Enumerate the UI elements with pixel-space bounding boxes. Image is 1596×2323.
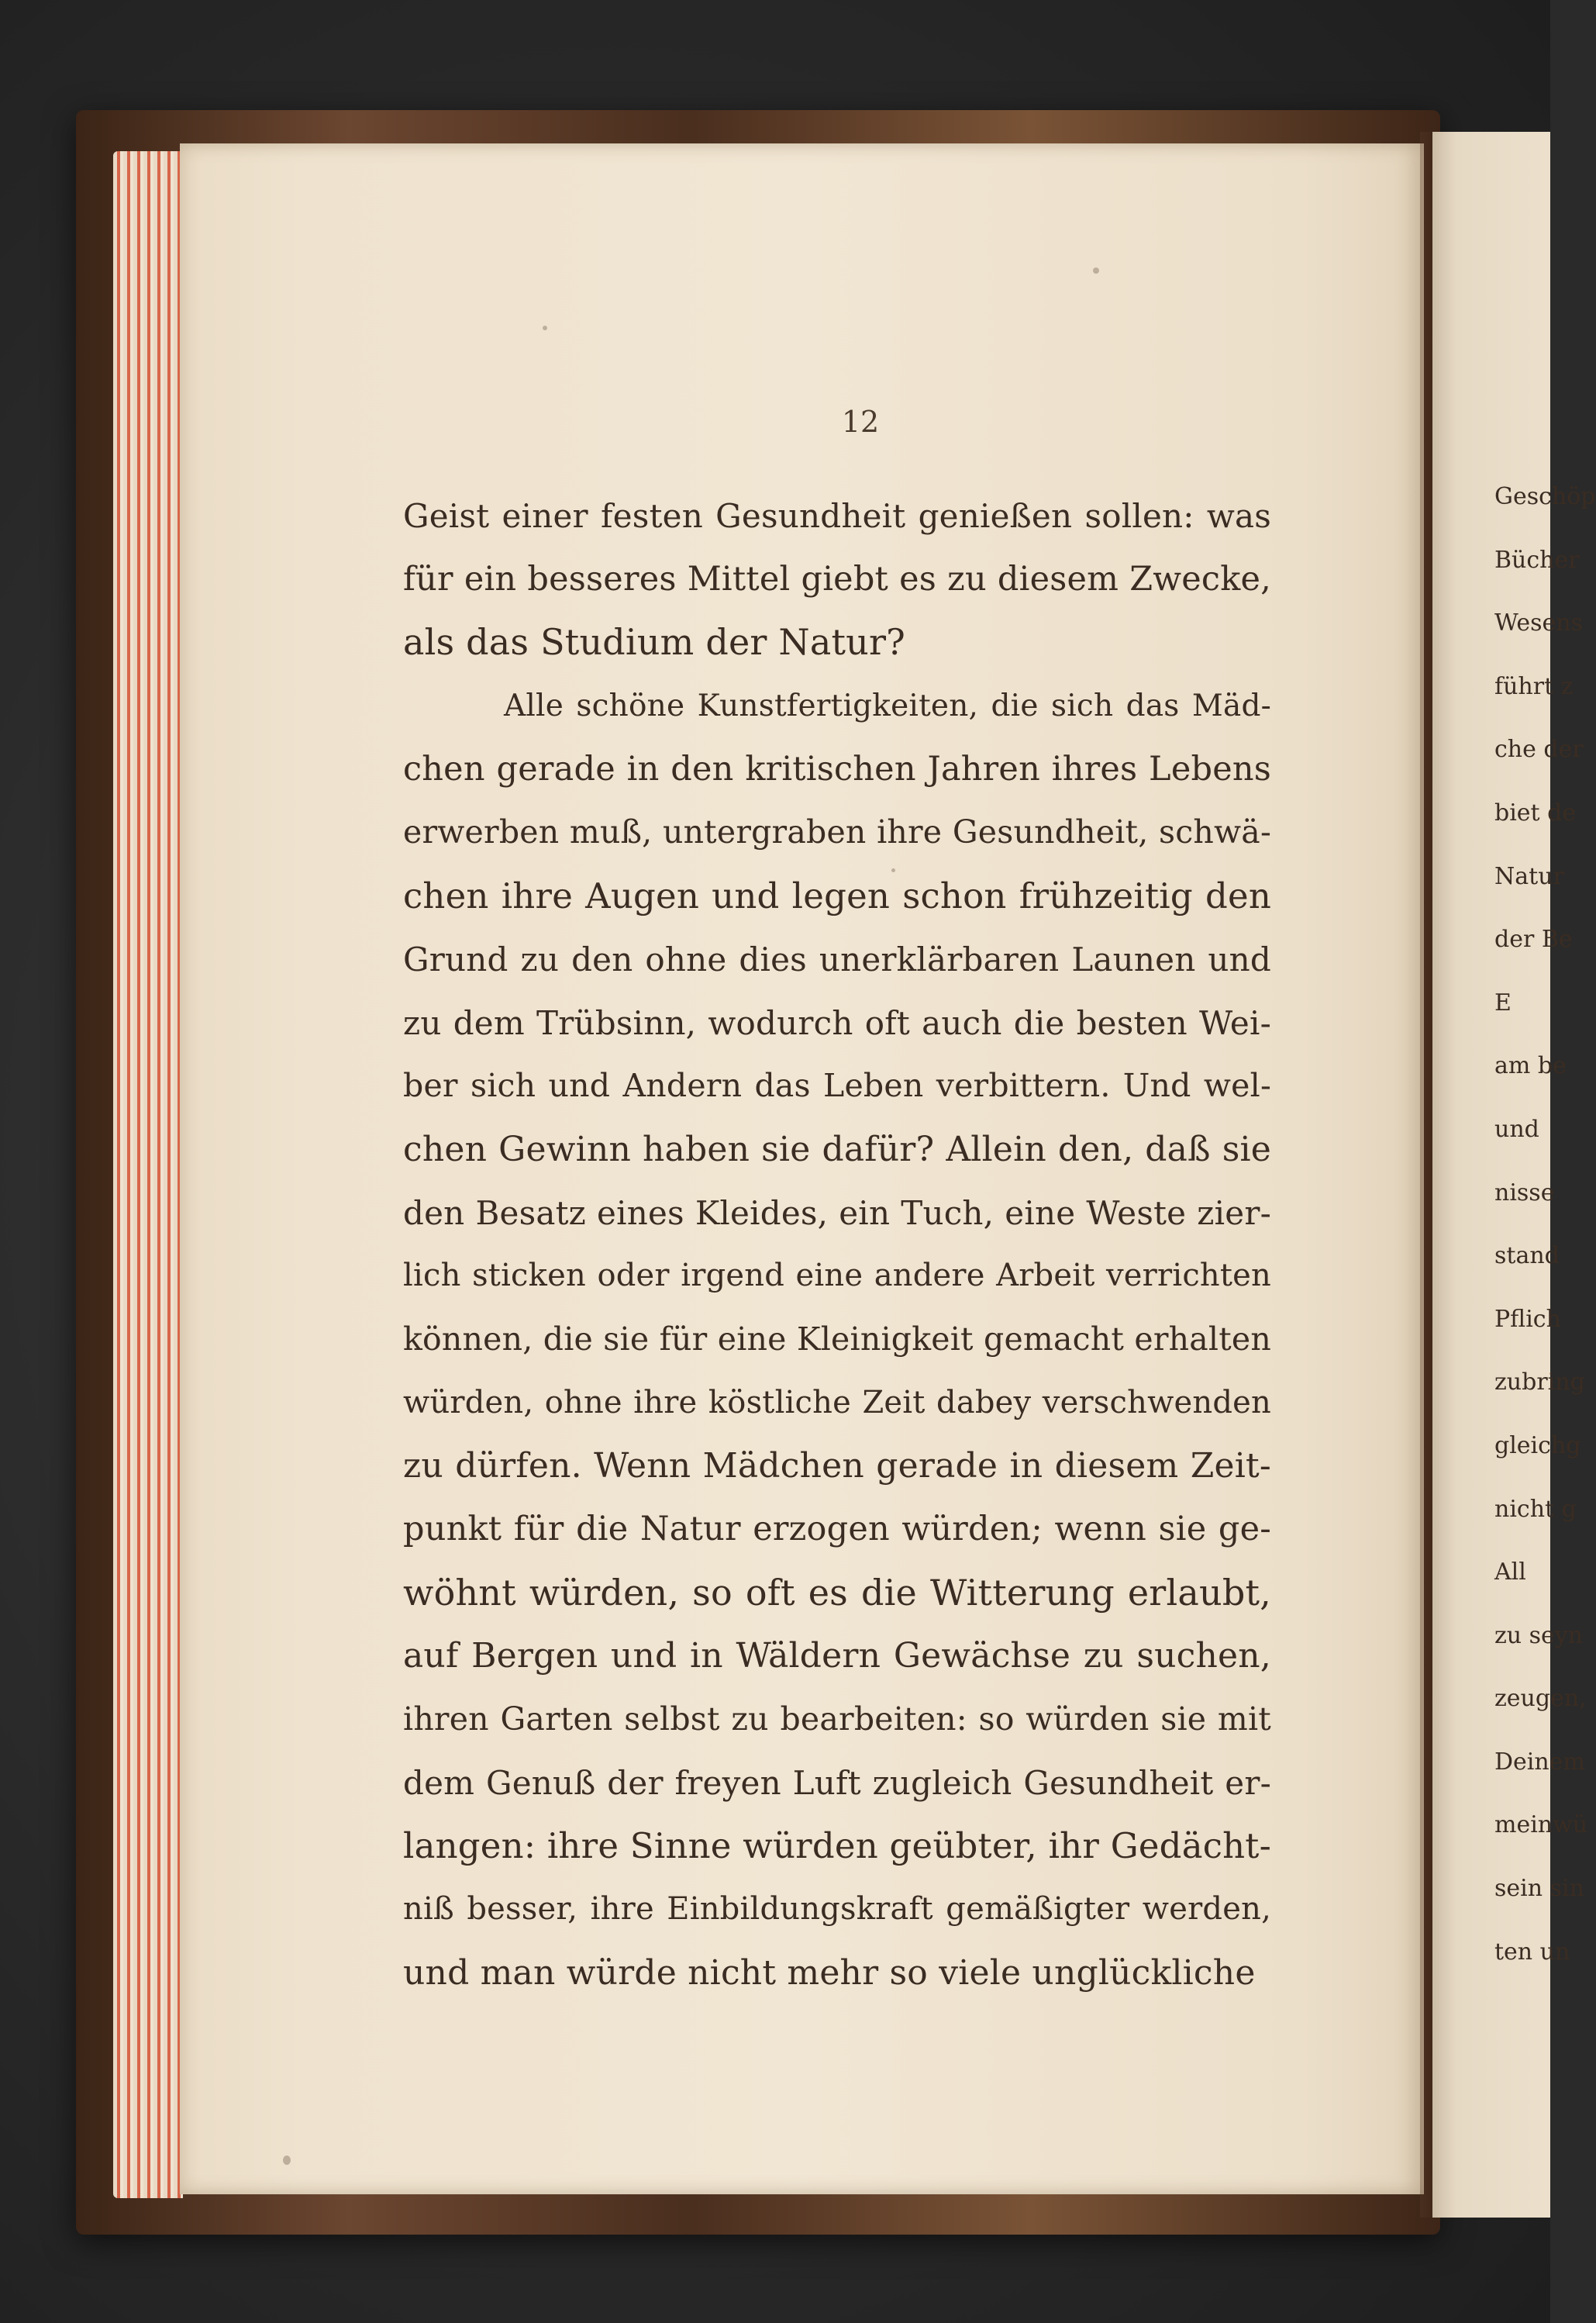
text-fragment: meinwü bbox=[1494, 1811, 1588, 1839]
text-fragment: stand bbox=[1494, 1242, 1560, 1270]
text-fragment: sein sin bbox=[1494, 1875, 1584, 1903]
text-line: Alle schöne Kunstfertigkeiten, die sich das Mäd- bbox=[504, 689, 1271, 724]
text-line: als das Studium der Natur? bbox=[403, 621, 906, 664]
text-fragment: zeugen, bbox=[1494, 1685, 1587, 1713]
page-number: 12 bbox=[841, 405, 880, 439]
text-fragment: E bbox=[1494, 989, 1512, 1017]
text-line: für ein besseres Mittel giebt es zu diesem Zwecke, bbox=[403, 559, 1271, 599]
text-fragment: All bbox=[1494, 1558, 1526, 1586]
text-fragment: der Be bbox=[1494, 926, 1573, 954]
text-fragment: nicht g bbox=[1494, 1495, 1577, 1523]
text-fragment: führt z bbox=[1494, 672, 1574, 700]
text-fragment: Pflich bbox=[1494, 1305, 1561, 1333]
text-line: chen Gewinn haben sie dafür? Allein den, daß sie bbox=[403, 1129, 1271, 1169]
text-line: niß besser, ihre Einbildungskraft gemäßigter werden, bbox=[403, 1891, 1271, 1928]
text-line: zu dem Trübsinn, wodurch oft auch die besten Wei- bbox=[403, 1003, 1271, 1042]
next-page-text bbox=[1494, 465, 1596, 1983]
text-fragment: am be bbox=[1494, 1052, 1567, 1080]
text-line: ihren Garten selbst zu bearbeiten: so würden sie mit bbox=[403, 1700, 1271, 1738]
text-line: chen gerade in den kritischen Jahren ihres Lebens bbox=[403, 749, 1271, 789]
paper-speck bbox=[1093, 268, 1099, 274]
text-line: langen: ihre Sinne würden geübter, ihr Gedächt- bbox=[403, 1825, 1271, 1867]
text-line: ber sich und Andern das Leben verbittern. Und wel- bbox=[403, 1067, 1271, 1105]
text-fragment: Deinem bbox=[1494, 1748, 1585, 1776]
text-line: würden, ohne ihre köstliche Zeit dabey verschwenden bbox=[403, 1384, 1271, 1420]
text-fragment: zubring bbox=[1494, 1369, 1585, 1396]
text-line: punkt für die Natur erzogen würden; wenn sie ge- bbox=[403, 1510, 1271, 1548]
page-edges bbox=[113, 151, 183, 2198]
text-fragment: gleichg bbox=[1494, 1431, 1581, 1459]
text-line: wöhnt würden, so oft es die Witterung erlaubt, bbox=[403, 1571, 1271, 1614]
text-fragment: zu seyn bbox=[1494, 1621, 1584, 1649]
text-line: Grund zu den ohne dies unerklärbaren Launen und bbox=[403, 940, 1271, 979]
text-fragment: ten un bbox=[1494, 1938, 1570, 1966]
text-line: lich sticken oder irgend eine andere Arbeit verrichten bbox=[403, 1258, 1271, 1294]
text-line: können, die sie für eine Kleinigkeit gemacht erhalten bbox=[403, 1320, 1271, 1358]
text-line: den Besatz eines Kleides, ein Tuch, eine Weste zier- bbox=[403, 1193, 1271, 1232]
text-line: auf Bergen und in Wäldern Gewächse zu suchen, bbox=[403, 1636, 1271, 1676]
paper-speck bbox=[543, 326, 547, 330]
text-fragment: und bbox=[1494, 1115, 1539, 1143]
text-fragment: Wesens bbox=[1494, 609, 1584, 637]
page-text bbox=[403, 485, 1271, 2005]
paper-speck bbox=[283, 2156, 291, 2165]
text-line: zu dürfen. Wenn Mädchen gerade in diesem Zeit- bbox=[403, 1446, 1271, 1486]
text-fragment: che der bbox=[1494, 736, 1584, 764]
text-fragment: nisse bbox=[1494, 1179, 1555, 1206]
text-fragment: Geschöp bbox=[1494, 483, 1596, 510]
text-fragment: biet de bbox=[1494, 799, 1577, 827]
text-line: und man würde nicht mehr so viele unglückliche bbox=[403, 1952, 1256, 1993]
text-fragment: Natur bbox=[1494, 862, 1564, 890]
text-fragment: Bücher bbox=[1494, 546, 1580, 574]
text-line: Geist einer festen Gesundheit genießen sollen: was bbox=[403, 497, 1271, 535]
text-line: chen ihre Augen und legen schon frühzeitig den bbox=[403, 875, 1271, 917]
text-line: erwerben muß, untergraben ihre Gesundheit, schwä- bbox=[403, 813, 1271, 851]
text-line: dem Genuß der freyen Luft zugleich Gesundheit er- bbox=[403, 1763, 1271, 1802]
